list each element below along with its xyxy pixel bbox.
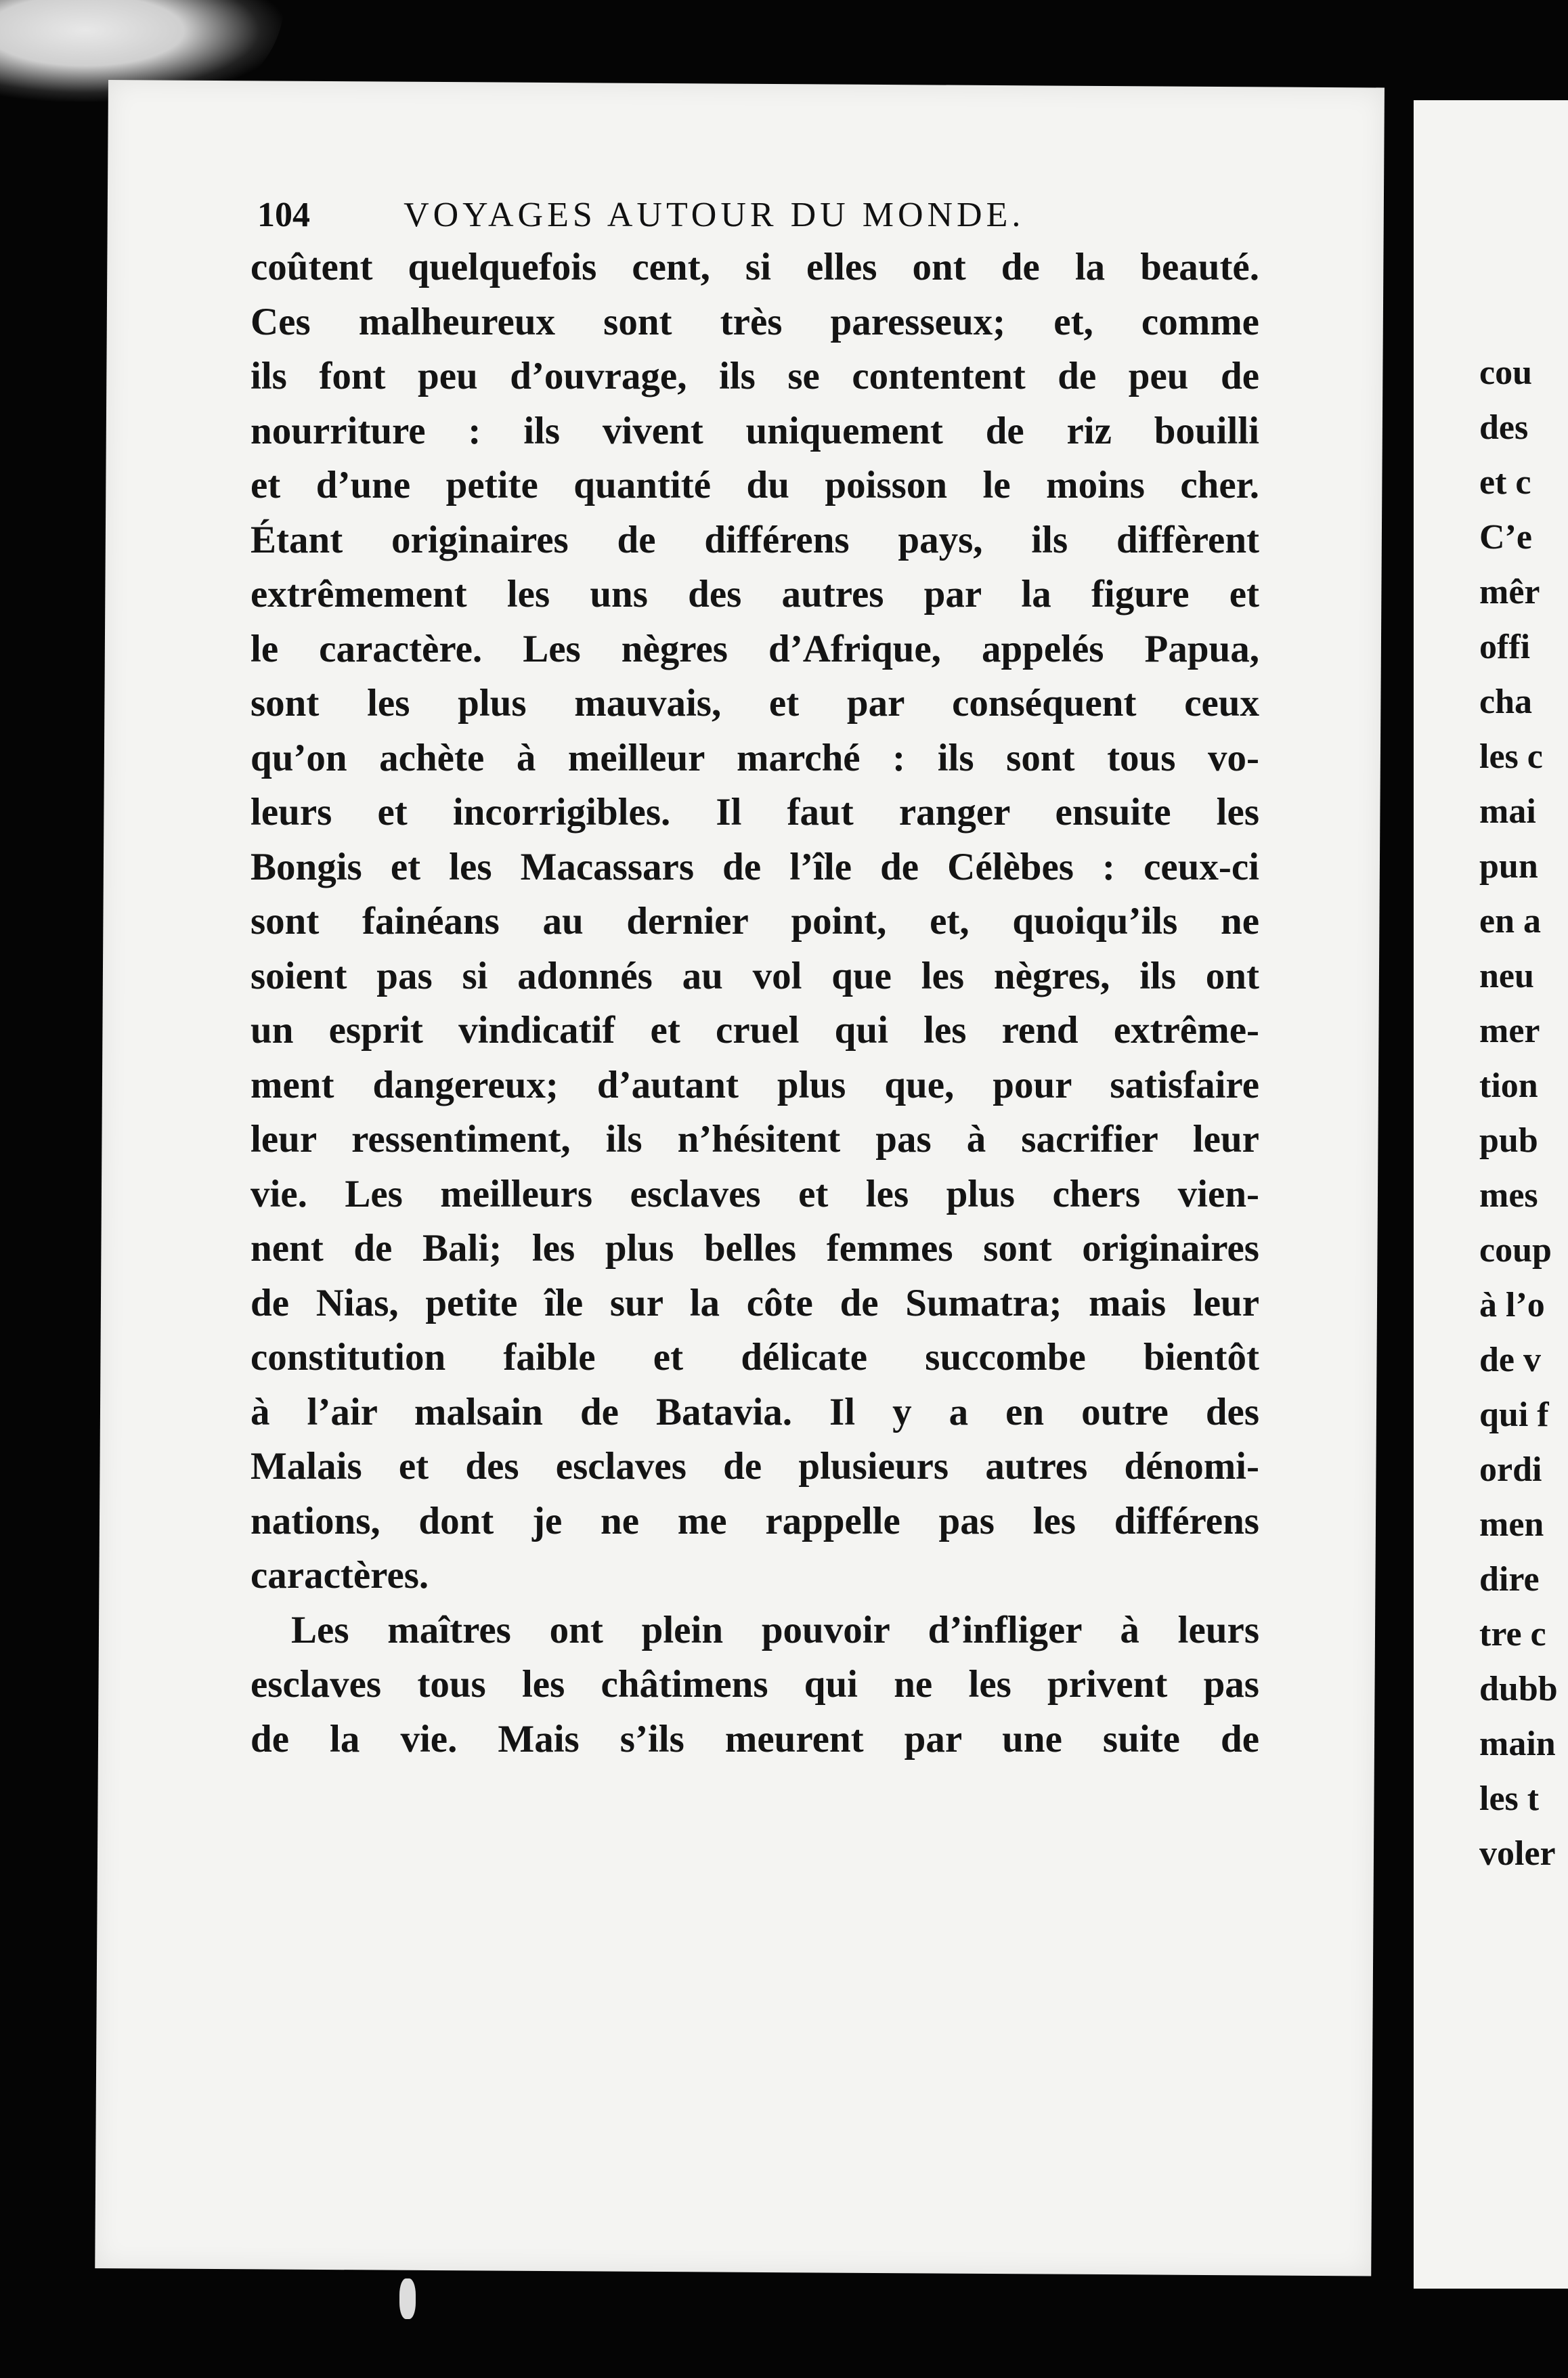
facing-line: les t xyxy=(1479,1779,1540,1818)
page-number: 104 xyxy=(257,196,310,234)
text-line: vie. Les meilleurs esclaves et les plus chers vien- xyxy=(251,1172,1259,1215)
text-line: esclaves tous les châtimens qui ne les privent pas xyxy=(251,1663,1259,1706)
facing-line: qui f xyxy=(1479,1396,1549,1434)
facing-line: pub xyxy=(1479,1121,1538,1160)
facing-line: ordi xyxy=(1479,1450,1542,1489)
facing-line: pun xyxy=(1479,847,1538,886)
text-line: ment dangereux; d’autant plus que, pour satisfaire xyxy=(251,1063,1259,1106)
facing-line: mes xyxy=(1479,1176,1538,1215)
text-line: Étant originaires de différens pays, ils diffèrent xyxy=(251,518,1259,561)
facing-line: cha xyxy=(1479,683,1532,721)
text-line: à l’air malsain de Batavia. Il y a en outre des xyxy=(251,1390,1259,1433)
facing-line: men xyxy=(1479,1505,1544,1544)
facing-line: en a xyxy=(1479,902,1541,941)
facing-line: offi xyxy=(1479,628,1531,666)
scan-smudge xyxy=(399,2278,416,2319)
facing-line: cou xyxy=(1479,353,1532,392)
text-line: Malais et des esclaves de plusieurs autres dénomi- xyxy=(251,1445,1259,1488)
running-header xyxy=(257,195,1259,235)
facing-line: C’e xyxy=(1479,518,1532,557)
text-line: soient pas si adonnés au vol que les nègres, ils ont xyxy=(251,954,1259,997)
text-line: constitution faible et délicate succombe bientôt xyxy=(251,1336,1259,1379)
text-line: le caractère. Les nègres d’Afrique, appelés Papua, xyxy=(251,627,1259,670)
text-line: et d’une petite quantité du poisson le moins cher. xyxy=(251,464,1259,506)
text-line: de la vie. Mais s’ils meurent par une suite de xyxy=(251,1717,1259,1760)
text-line: de Nias, petite île sur la côte de Sumatra; mais leur xyxy=(251,1281,1259,1324)
running-title: VOYAGES AUTOUR DU MONDE. xyxy=(404,196,1025,234)
facing-line: mêr xyxy=(1479,573,1540,611)
text-line: leur ressentiment, ils n’hésitent pas à sacrifier leur xyxy=(251,1118,1259,1161)
text-line: nourriture : ils vivent uniquement de riz bouilli xyxy=(251,409,1259,452)
facing-line: mai xyxy=(1479,792,1536,831)
facing-page-text xyxy=(1479,345,1567,1881)
facing-line: neu xyxy=(1479,957,1534,995)
facing-line: tre c xyxy=(1479,1615,1546,1653)
text-line: coûtent quelquefois cent, si elles ont de la beauté. xyxy=(251,246,1259,288)
facing-line: dubb xyxy=(1479,1670,1558,1708)
text-line: sont fainéans au dernier point, et, quoiqu’ils ne xyxy=(251,900,1259,943)
facing-line: de v xyxy=(1479,1341,1541,1379)
facing-line: des xyxy=(1479,408,1529,447)
facing-line: à l’o xyxy=(1479,1286,1545,1324)
text-line: Les maîtres ont plein pouvoir d’infliger à leurs xyxy=(291,1608,1259,1651)
text-line: ils font peu d’ouvrage, ils se contentent de peu de xyxy=(251,355,1259,397)
facing-line: et c xyxy=(1479,463,1531,502)
facing-line: les c xyxy=(1479,737,1543,776)
text-line: Bongis et les Macassars de l’île de Célèbes : ceux-ci xyxy=(251,845,1259,888)
facing-line: dire xyxy=(1479,1560,1540,1599)
text-line: nations, dont je ne me rappelle pas les différens xyxy=(251,1499,1259,1542)
facing-line: coup xyxy=(1479,1231,1552,1270)
facing-line: mer xyxy=(1479,1012,1540,1050)
text-line: Ces malheureux sont très paresseux; et, comme xyxy=(251,300,1259,343)
book-gutter xyxy=(1387,95,1414,2289)
text-line: nent de Bali; les plus belles femmes sont originaires xyxy=(251,1227,1259,1270)
text-line: un esprit vindicatif et cruel qui les rend extrême- xyxy=(251,1009,1259,1052)
facing-line: voler xyxy=(1479,1834,1556,1873)
text-line: sont les plus mauvais, et par conséquent ceux xyxy=(251,682,1259,725)
facing-line: tion xyxy=(1479,1066,1538,1105)
text-line: caractères. xyxy=(251,1554,429,1597)
text-line: extrêmement les uns des autres par la figure et xyxy=(251,573,1259,615)
facing-line: main xyxy=(1479,1725,1556,1763)
text-line: leurs et incorrigibles. Il faut ranger ensuite les xyxy=(251,791,1259,834)
text-line: qu’on achète à meilleur marché : ils sont tous vo- xyxy=(251,736,1259,779)
page-body-text xyxy=(251,240,1259,1767)
